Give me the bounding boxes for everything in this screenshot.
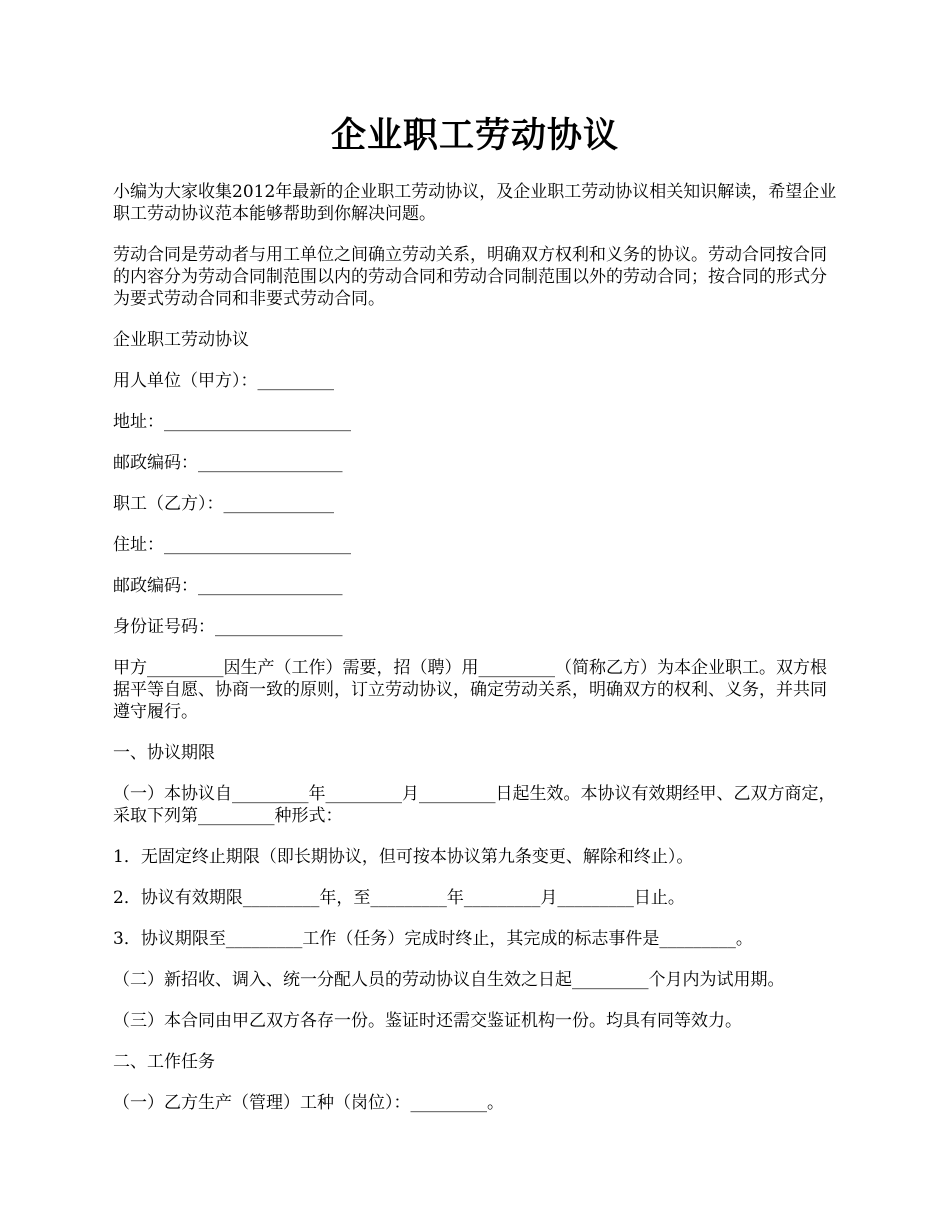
document-body	[113, 181, 843, 1133]
term-option-3: 3．协议期限至_________工作（任务）完成时终止，其完成的标志事件是_________。	[113, 929, 753, 949]
intro-paragraph: 小编为大家收集2012年最新的企业职工劳动协议，及企业职工劳动协议相关知识解读，希望企业职工劳动协议范本能够帮助到你解决问题。	[113, 182, 837, 224]
employer-address-line: 地址：______________________	[113, 412, 351, 432]
hiring-paragraph: 甲方_________因生产（工作）需要，招（聘）用_________（简称乙方）为本企业职工。双方根据平等自愿、协商一致的原则，订立劳动协议，确定劳动关系，明确双方的权利、义务，并共同遵守履行。	[113, 658, 827, 722]
employer-line: 用人单位（甲方）：_________	[113, 371, 334, 391]
term-option-2: 2．协议有效期限_________年，至_________年_________月_________日止。	[113, 888, 685, 908]
term-clause-1: （一）本协议自_________年_________月_________日起生效。本协议有效期经甲、乙双方商定，采取下列第_________种形式：	[113, 784, 836, 826]
copies-clause: （三）本合同由甲乙双方各存一份。鉴证时还需交鉴证机构一份。均具有同等效力。	[113, 1011, 742, 1031]
employee-address-line: 住址：______________________	[113, 535, 351, 555]
id-number-line: 身份证号码：_______________	[113, 617, 343, 637]
term-option-1: 1．无固定终止期限（即长期协议，但可按本协议第九条变更、解除和终止）。	[113, 847, 694, 867]
section-heading-term: 一、协议期限	[113, 743, 215, 763]
employer-postal-code-line: 邮政编码：_________________	[113, 453, 343, 473]
agreement-subtitle: 企业职工劳动协议	[113, 330, 249, 350]
document-title: 企业职工劳动协议	[330, 115, 619, 156]
tasks-clause-1: （一）乙方生产（管理）工种（岗位）：_________。	[113, 1093, 504, 1113]
section-heading-tasks: 二、工作任务	[113, 1052, 215, 1072]
definition-paragraph: 劳动合同是劳动者与用工单位之间确立劳动关系，明确双方权利和义务的协议。劳动合同按合同的内容分为劳动合同制范围以内的劳动合同和劳动合同制范围以外的劳动合同；按合同的形式分为要式劳动合同和非要式劳动合同。	[113, 245, 827, 309]
employee-line: 职工（乙方）：_____________	[113, 494, 334, 514]
probation-clause: （二）新招收、调入、统一分配人员的劳动协议自生效之日起_________个月内为试用期。	[113, 970, 785, 990]
employee-postal-code-line: 邮政编码：_________________	[113, 576, 343, 596]
